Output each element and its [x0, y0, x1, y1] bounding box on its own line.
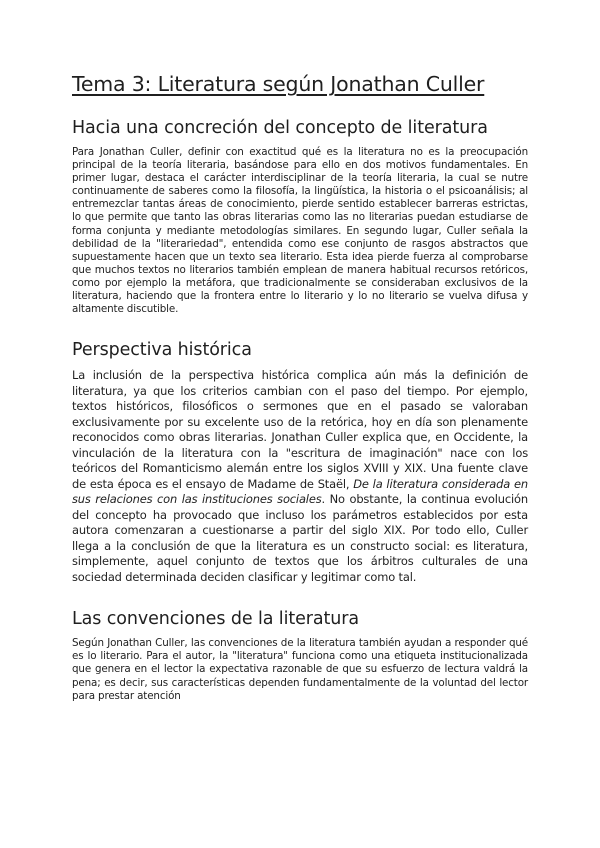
paragraph-text: La inclusión de la perspectiva histórica complica aún más la definición de literatura, ya que los criterios cambian con el paso del tiempo. Por ejemplo, textos históricos, filosóficos o sermones que en el pasado se valoraban exclusivamente por su excelente uso de la retórica, hoy en día son plenamente reconocidos como obras literarias. Jonathan Culler explica que, en Occidente, la vinculación de la literatura con la "escritura de imaginación" nace con los teóricos del Romanticismo alemán entre los siglos XVIII y XIX. Una fuente clave de esta época es el ensayo de Madame de Staël, [72, 368, 528, 491]
essay-title: De la literatura considerada en sus relaciones con las instituciones sociales [72, 476, 528, 507]
section-conventions [72, 607, 528, 702]
section-paragraph [72, 368, 528, 585]
section-paragraph: Según Jonathan Culler, las convenciones de la literatura también ayudan a responder qué es lo literario. Para el autor, la "literatura" funciona como una etiqueta institucionalizada que genera en el lector la expectativa razonable de que su esfuerzo de lectura valdrá la pena; es decir, sus características dependen fundamentalmente de la voluntad del lector para prestar atención [72, 637, 528, 702]
document-page [72, 70, 528, 703]
section-heading: Perspectiva histórica [72, 340, 252, 361]
section-heading: Las convenciones de la literatura [72, 609, 359, 630]
section-concept [72, 116, 528, 316]
section-paragraph: Para Jonathan Culler, definir con exactitud qué es la literatura no es la preocupación principal de la teoría literaria, basándose para ello en dos motivos fundamentales. En primer lugar, destaca el carácter interdisciplinar de la teoría literaria, la cual se nutre continuamente de saberes como la filosofía, la lingüística, la historia o el psicoanálisis; al entremezclar tantas áreas de conocimiento, pierde sentido establecer barreras estrictas, lo que permite que tanto las obras literarias como las no literarias puedan estudiarse de forma conjunta y mediante metodologías similares. En segundo lugar, Culler señala la debilidad de la "literariedad", entendida como ese conjunto de rasgos abstractos que supuestamente hacen que un texto sea literario. Esta idea pierde fuerza al comprobarse que muchos textos no literarios también emplean de manera habitual recursos retóricos, como por ejemplo la metáfora, que tradicionalmente se consideraban exclusivos de la literatura, haciendo que la frontera entre lo literario y lo no literario se vuelva difusa y altamente discutible. [72, 146, 528, 316]
section-heading: Hacia una concreción del concepto de literatura [72, 118, 488, 138]
paragraph-text: . No obstante, la continua evolución del concepto ha provocado que incluso los parámetros establecidos por esta autora comenzaran a cuestionarse a partir del siglo XIX. Por todo ello, Culler llega a la conclusión de que la literatura es un constructo social: es literatura, simplemente, aquel conjunto de textos que los árbitros culturales de una sociedad determinada deciden clasificar y legitimar como tal. [72, 492, 528, 584]
section-historical [72, 338, 528, 585]
document-title: Tema 3: Literatura según Jonathan Culler [72, 72, 485, 96]
